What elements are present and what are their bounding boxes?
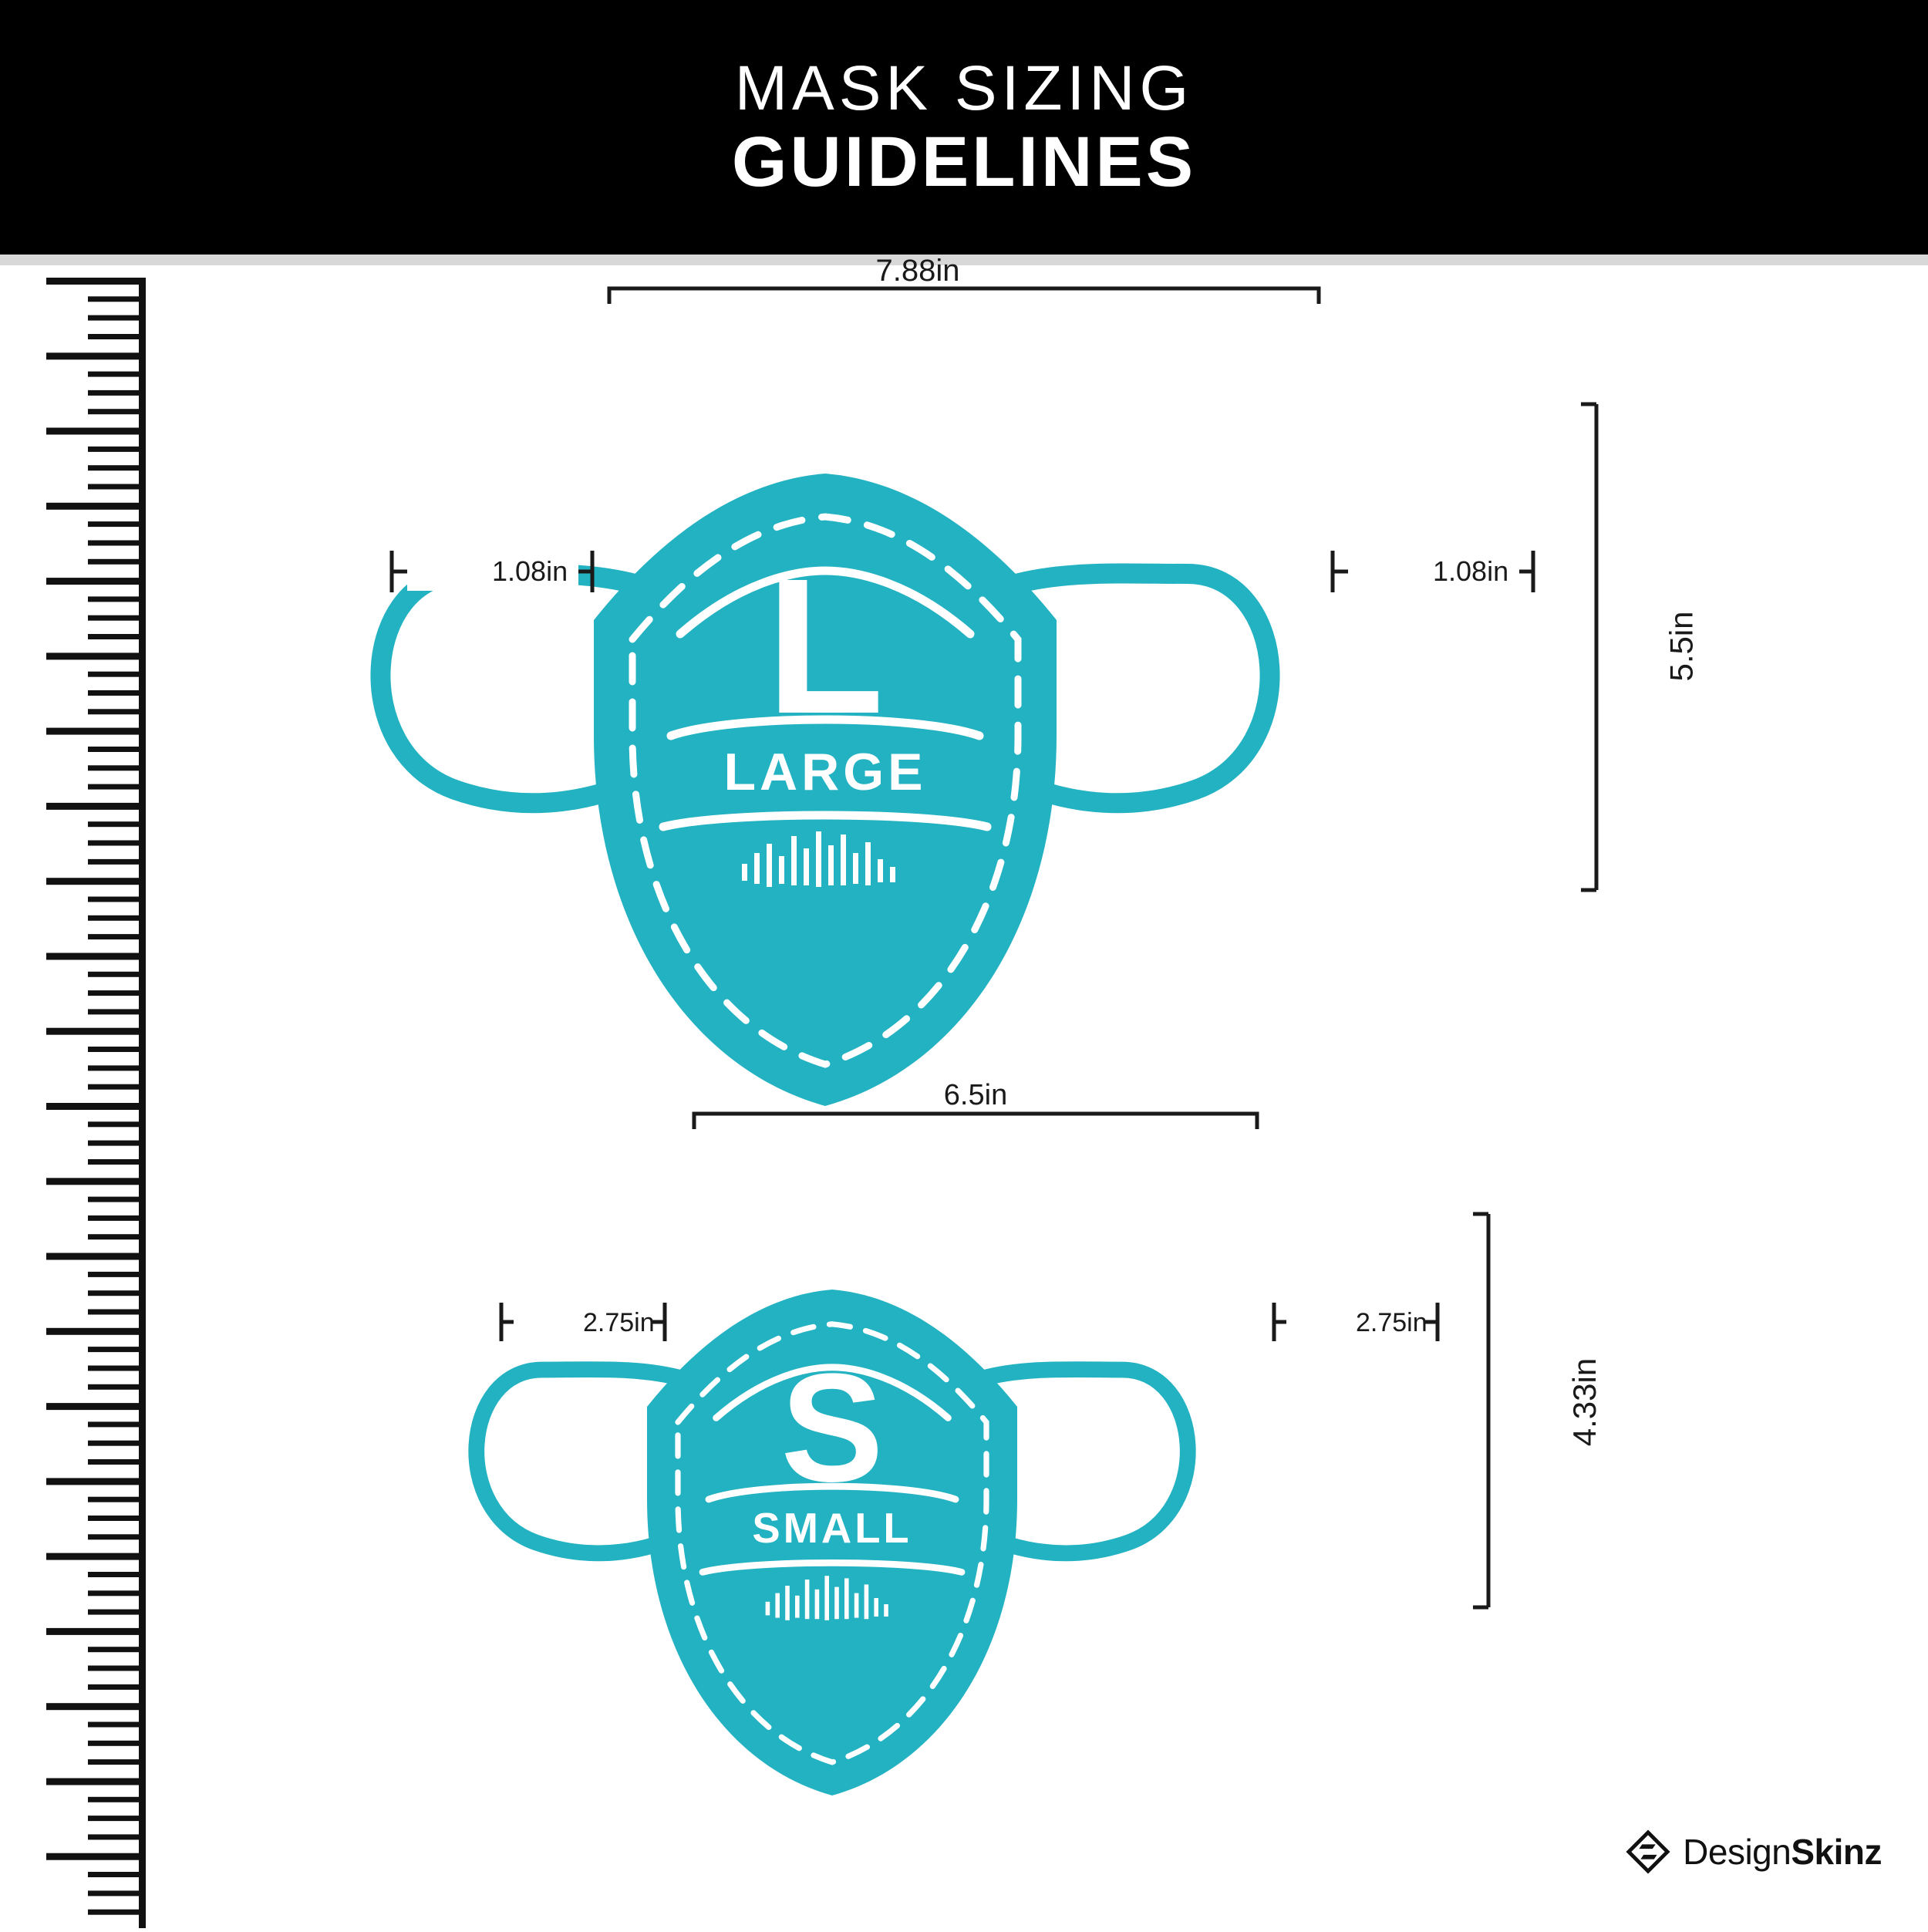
mask-small-graphic — [477, 1290, 1188, 1795]
dimension-small-height — [1473, 1214, 1488, 1607]
mask-large-name: LARGE — [723, 743, 927, 801]
mask-large-letter: L — [766, 538, 885, 754]
dimension-large-height — [1581, 404, 1596, 890]
page-title-secondary: GUIDELINES — [731, 122, 1197, 201]
label-small-strap-right: 2.75in — [1356, 1308, 1427, 1337]
label-small-strap-left: 2.75in — [583, 1308, 655, 1337]
designskinz-diamond-icon — [1626, 1829, 1670, 1874]
brand-prefix: Design — [1683, 1832, 1791, 1872]
label-small-height: 4.33in — [1566, 1357, 1603, 1447]
diagram-stage — [0, 254, 1928, 1928]
brand-logo — [1626, 1829, 1882, 1874]
mask-small-letter: S — [780, 1342, 884, 1514]
dimension-large-width — [609, 288, 1319, 304]
dimension-small-width — [694, 1114, 1257, 1129]
label-large-strap-left: 1.08in — [492, 555, 568, 587]
page-title-primary: MASK SIZING — [734, 52, 1194, 123]
header-banner — [0, 0, 1928, 255]
label-large-strap-right: 1.08in — [1433, 555, 1509, 587]
brand-suffix: Skinz — [1791, 1832, 1882, 1872]
brand-name — [1683, 1831, 1882, 1873]
mask-small-name: SMALL — [752, 1505, 912, 1552]
header-divider — [0, 255, 1928, 265]
label-large-width: 7.88in — [875, 254, 960, 288]
label-large-height: 5.5in — [1663, 611, 1700, 682]
label-small-width: 6.5in — [943, 1079, 1008, 1111]
